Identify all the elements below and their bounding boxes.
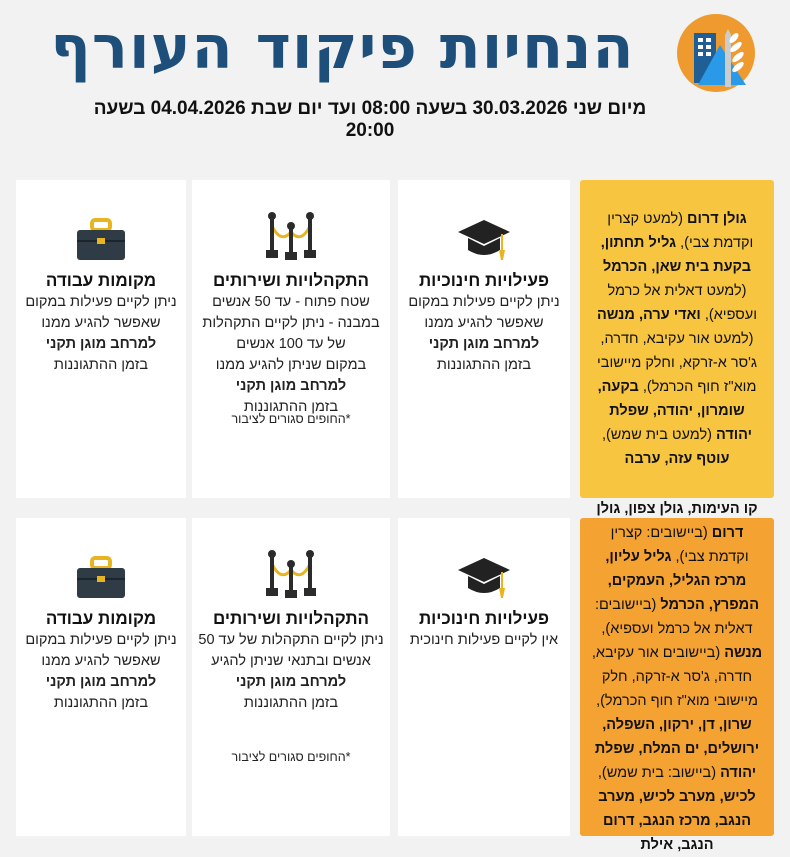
- region-text: קו העימות, גולן צפון, גולן דרום: [596, 501, 758, 541]
- card-briefcase: [16, 518, 186, 836]
- card-line: שאפשר להגיע ממנו: [424, 315, 544, 331]
- card-line: אין לקיים פעילות חינוכית: [409, 632, 559, 648]
- card-line: שטח פתוח - עד 50 אנשים: [212, 294, 370, 310]
- region-text: לכיש, מערב לכיש, מערב הנגב, מרכז הנגב, דרום הנגב, אילת: [598, 789, 756, 853]
- card-line: ניתן לקיים פעילות במקום: [25, 632, 177, 648]
- card-title: פעילויות חינוכיות: [418, 271, 550, 290]
- region-text: שרון, דן, ירקון, השפלה, ירושלים, ים המלח, שפלת יהודה: [594, 717, 760, 781]
- card-line: ניתן לקיים התקהלות של עד 50: [198, 632, 384, 648]
- card-note: *החופים סגורים לציבור: [231, 750, 351, 764]
- home-front-command-logo: [664, 13, 768, 93]
- card-graduation-cap: [398, 518, 570, 836]
- card-title: מקומות עבודה: [45, 271, 157, 290]
- region-text: ואדי ערה, מנשה: [596, 307, 701, 323]
- region-text: (ביישוב: בית שמש),: [597, 765, 721, 781]
- region-text: (למעט דאלית אל כרמל ועספיא),: [607, 283, 757, 323]
- region-text: עוטף עזה, ערבה: [624, 451, 730, 467]
- region-list: [580, 501, 774, 853]
- region-text: גליל עליון, מרכז הגליל, העמקים, המפרץ, הכרמל: [605, 549, 760, 613]
- card-line: במבנה - ניתן לקיים התקהלות: [202, 315, 380, 331]
- card-line: למרחב מוגן תקני: [235, 378, 347, 394]
- region-text: מנשה: [724, 645, 763, 661]
- card-line: למרחב מוגן תקני: [235, 674, 347, 690]
- card-line: של עד 100 אנשים: [236, 336, 346, 352]
- card-line: למרחב מוגן תקני: [428, 336, 540, 352]
- card-line: שאפשר להגיע ממנו: [41, 653, 161, 669]
- briefcase-icon: [16, 206, 186, 262]
- card-line: למרחב מוגן תקני: [45, 674, 157, 690]
- card-line: ניתן לקיים פעילות במקום: [25, 294, 177, 310]
- region-text: (למעט בית שמש),: [601, 427, 716, 443]
- stanchions-icon: [192, 206, 390, 262]
- date-range: מיום שני 30.03.2026 בשעה 08:00 ועד יום שבת 04.04.2026 בשעה 20:00: [93, 98, 647, 141]
- guideline-row: [16, 180, 774, 498]
- region-list: [580, 180, 774, 498]
- card-title: התקהלויות ושירותים: [212, 609, 370, 628]
- region-text: גולן דרום: [687, 211, 747, 227]
- card-title: מקומות עבודה: [45, 609, 157, 628]
- card-note: *החופים סגורים לציבור: [231, 412, 351, 426]
- card-line: ניתן לקיים פעילות במקום: [408, 294, 560, 310]
- graduation-cap-icon: [398, 206, 570, 262]
- region-text: גליל תחתון, בקעת בית שאן, הכרמל: [600, 235, 752, 275]
- card-briefcase: [16, 180, 186, 498]
- page-title: הנחיות פיקוד העורף: [50, 13, 635, 83]
- card-line: למרחב מוגן תקני: [45, 336, 157, 352]
- card-line: בזמן ההתגוננות: [436, 357, 532, 373]
- card-line: בזמן ההתגוננות: [243, 695, 339, 711]
- region-text: (ביישובים: קצרין וקדמת צבי),: [610, 525, 749, 565]
- card-line: בזמן ההתגוננות: [243, 399, 339, 415]
- region-text: (למעט קצרין וקדמת צבי),: [607, 211, 754, 251]
- card-stanchions: [192, 518, 390, 836]
- stanchions-icon: [192, 544, 390, 600]
- region-text: (למעט אור עקיבא, חדרה, ג'סר א-זרקא, וחלק מיישובי מוא"ז חוף הכרמל),: [597, 331, 757, 395]
- card-graduation-cap: [398, 180, 570, 498]
- card-line: בזמן ההתגוננות: [53, 695, 149, 711]
- region-text: (ביישובים: דאלית אל כרמל ועספיא),: [594, 597, 753, 637]
- graduation-cap-icon: [398, 544, 570, 600]
- region-text: בקעה, שומרון, יהודה, שפלת יהודה: [597, 379, 753, 443]
- region-text: (ביישובים אור עקיבא, חדרה, ג'סר א-זרקה, חלק מיישובי מוא"ז חוף הכרמל),: [591, 645, 758, 709]
- card-title: התקהלויות ושירותים: [212, 271, 370, 290]
- card-line: במקום שניתן להגיע ממנו: [215, 357, 367, 373]
- card-title: פעילויות חינוכיות: [418, 609, 550, 628]
- card-line: בזמן ההתגוננות: [53, 357, 149, 373]
- guideline-row: [16, 501, 774, 853]
- briefcase-icon: [16, 544, 186, 600]
- card-line: אנשים ובתנאי שניתן להגיע: [211, 653, 371, 669]
- card-line: שאפשר להגיע ממנו: [41, 315, 161, 331]
- card-stanchions: [192, 180, 390, 498]
